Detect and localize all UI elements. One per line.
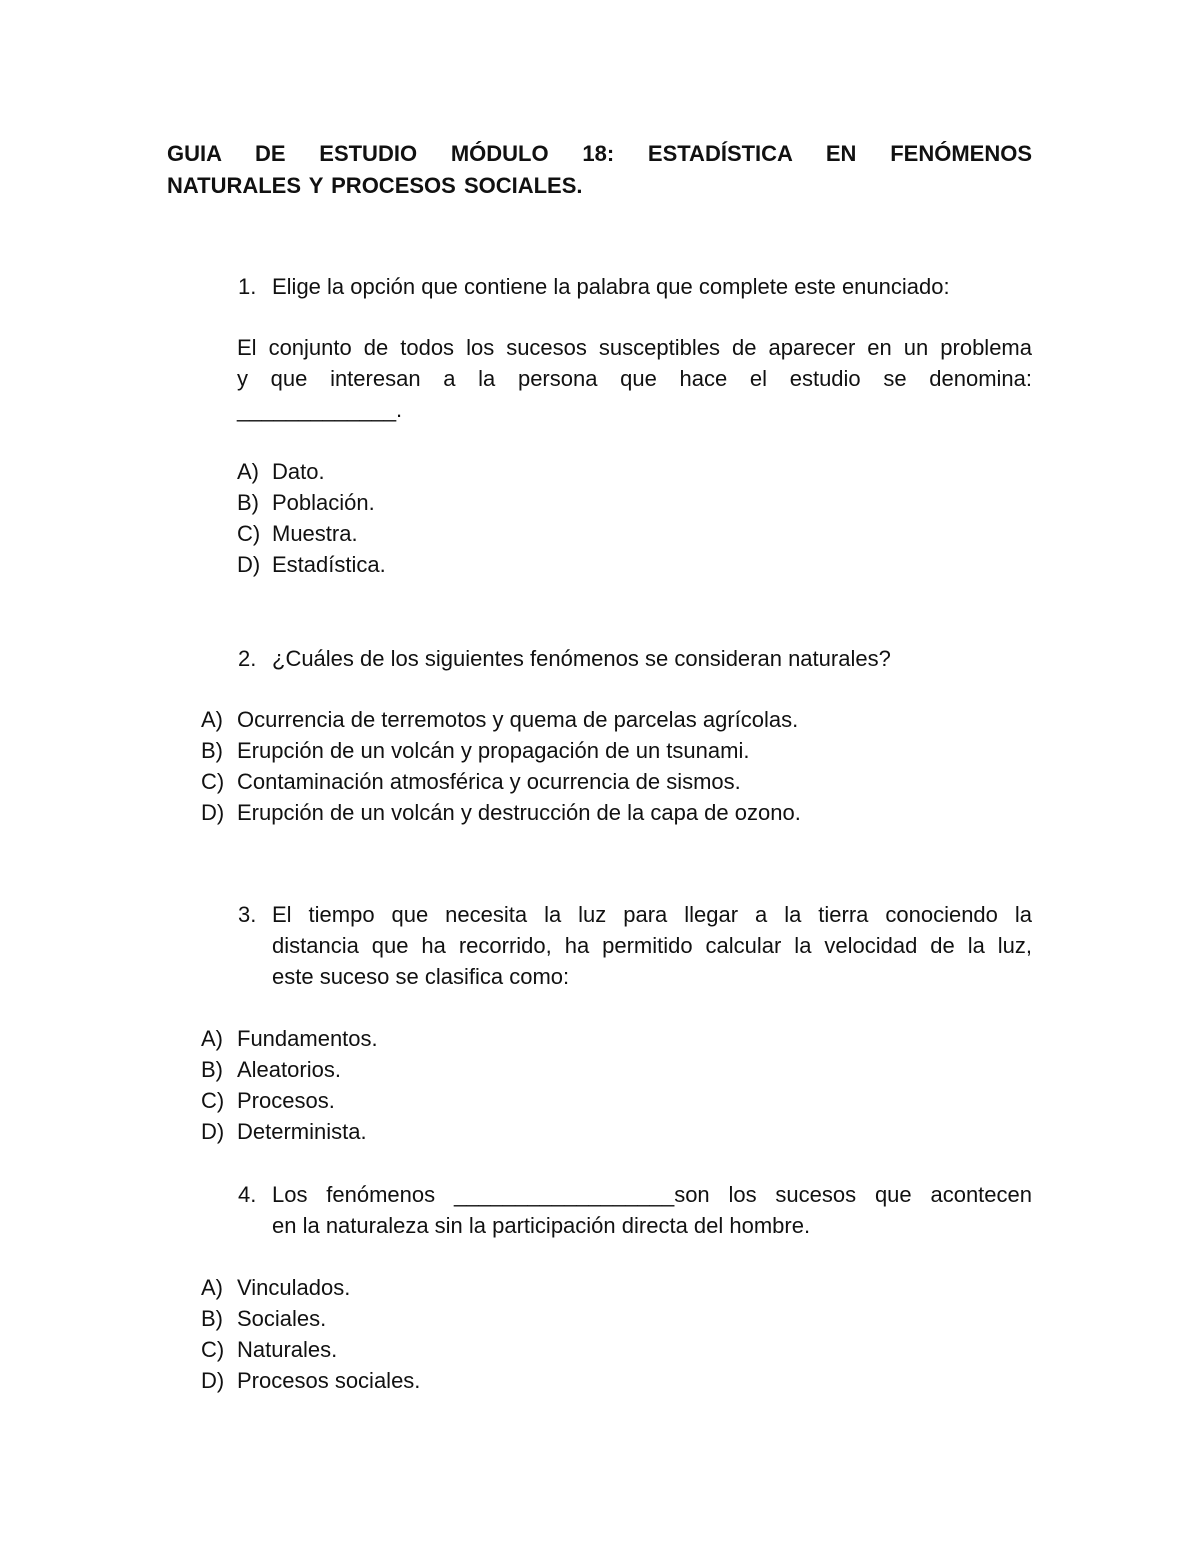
option-letter: D) xyxy=(201,1119,225,1144)
option-letter: D) xyxy=(201,1368,225,1393)
question-2-option-d xyxy=(201,797,801,828)
document-title xyxy=(167,138,1032,202)
option-letter: C) xyxy=(201,769,225,794)
question-4-option-d xyxy=(201,1365,420,1396)
option-letter: C) xyxy=(201,1337,225,1362)
option-letter: C) xyxy=(201,1088,225,1113)
question-3-prompt-line-2: distancia que ha recorrido, ha permitido calcular la velocidad de la luz, xyxy=(272,933,1032,958)
option-letter: B) xyxy=(201,1306,223,1331)
question-3-option-a xyxy=(201,1023,378,1054)
option-letter: B) xyxy=(201,738,223,763)
question-2-option-c xyxy=(201,766,741,797)
question-3-option-c xyxy=(201,1085,335,1116)
option-text: Dato. xyxy=(272,459,325,484)
question-2-number: 2. xyxy=(238,646,257,671)
question-4-prompt-line-1: Los fenómenos __________________son los sucesos que acontecen xyxy=(272,1182,1032,1207)
question-1-option-b xyxy=(237,487,375,518)
question-3-number: 3. xyxy=(238,902,257,927)
question-3-prompt-line-3: este suceso se clasifica como: xyxy=(272,964,570,989)
option-text: Procesos. xyxy=(237,1088,335,1113)
question-3-option-b xyxy=(201,1054,341,1085)
question-4-number: 4. xyxy=(238,1182,257,1207)
option-text: Ocurrencia de terremotos y quema de parcelas agrícolas. xyxy=(237,707,799,732)
option-letter: C) xyxy=(237,521,261,546)
question-2-prompt: ¿Cuáles de los siguientes fenómenos se consideran naturales? xyxy=(272,646,891,671)
option-text: Vinculados. xyxy=(237,1275,351,1300)
question-4-option-b xyxy=(201,1303,326,1334)
question-1-statement-line-1: El conjunto de todos los sucesos susceptibles de aparecer en un problema xyxy=(237,335,1032,360)
question-1-option-d xyxy=(237,549,386,580)
question-1-prompt: Elige la opción que contiene la palabra que complete este enunciado: xyxy=(272,274,950,299)
question-1-option-c xyxy=(237,518,358,549)
question-1-statement-line-2: y que interesan a la persona que hace el estudio se denomina: xyxy=(237,366,1032,391)
option-letter: A) xyxy=(201,1275,223,1300)
option-text: Erupción de un volcán y destrucción de la capa de ozono. xyxy=(237,800,801,825)
question-2-option-a xyxy=(201,704,798,735)
option-text: Procesos sociales. xyxy=(237,1368,421,1393)
option-text: Contaminación atmosférica y ocurrencia de sismos. xyxy=(237,769,741,794)
option-text: Población. xyxy=(272,490,375,515)
question-3-option-d xyxy=(201,1116,367,1147)
question-4-prompt-line-2: en la naturaleza sin la participación directa del hombre. xyxy=(272,1213,811,1238)
option-text: Determinista. xyxy=(237,1119,367,1144)
option-text: Naturales. xyxy=(237,1337,338,1362)
option-text: Erupción de un volcán y propagación de un tsunami. xyxy=(237,738,750,763)
option-letter: B) xyxy=(237,490,259,515)
question-1-option-a xyxy=(237,456,325,487)
option-letter: A) xyxy=(237,459,259,484)
option-letter: B) xyxy=(201,1057,223,1082)
question-2-option-b xyxy=(201,735,749,766)
title-line-1: GUIA DE ESTUDIO MÓDULO 18: ESTADÍSTICA EN FENÓMENOS xyxy=(167,141,1032,166)
option-letter: D) xyxy=(237,552,261,577)
option-letter: A) xyxy=(201,1026,223,1051)
question-4-option-c xyxy=(201,1334,337,1365)
option-letter: A) xyxy=(201,707,223,732)
question-1-number: 1. xyxy=(238,274,257,299)
option-text: Estadística. xyxy=(272,552,386,577)
option-text: Sociales. xyxy=(237,1306,327,1331)
option-text: Fundamentos. xyxy=(237,1026,378,1051)
question-4-option-a xyxy=(201,1272,350,1303)
option-text: Aleatorios. xyxy=(237,1057,341,1082)
title-line-2: NATURALES Y PROCESOS SOCIALES. xyxy=(167,173,583,198)
question-3-prompt-line-1: El tiempo que necesita la luz para llegar a la tierra conociendo la xyxy=(272,902,1032,927)
option-letter: D) xyxy=(201,800,225,825)
option-text: Muestra. xyxy=(272,521,358,546)
question-1-statement-line-3: _____________. xyxy=(237,397,403,422)
